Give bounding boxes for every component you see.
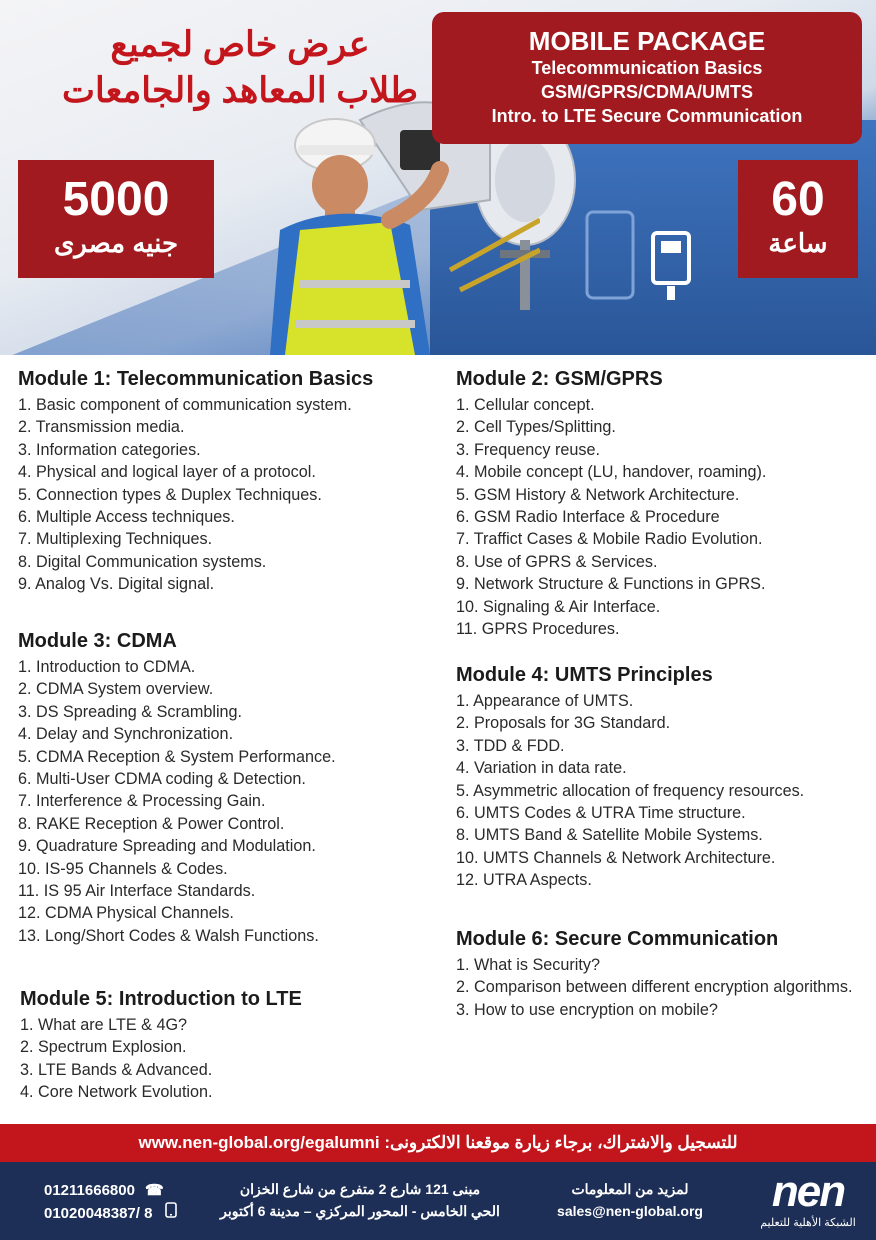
module-title: Module 2: GSM/GPRS	[456, 368, 663, 390]
package-title: MOBILE PACKAGE	[528, 26, 766, 56]
list-item: 8. UMTS Band & Satellite Mobile Systems.	[456, 826, 763, 845]
list-item: 2. Transmission media.	[18, 418, 185, 437]
package-line: Telecommunication Basics	[531, 58, 763, 78]
package-box	[432, 12, 862, 144]
module-1	[18, 366, 373, 596]
list-item: 7. Multiplexing Techniques.	[18, 530, 213, 549]
phone-number-1[interactable]: 01211666800	[44, 1182, 135, 1199]
list-item: 3. Frequency reuse.	[456, 440, 600, 459]
list-item: 1. Basic component of communication system.	[18, 396, 352, 414]
list-item: 4. Delay and Synchronization.	[18, 725, 234, 744]
list-item: 12. UTRA Aspects.	[456, 871, 592, 890]
address-line-2: الحي الخامس - المحور المركزي – مدينة 6 أكتوبر	[220, 1203, 500, 1219]
phone-number-2[interactable]: 01020048387/ 8	[44, 1204, 153, 1222]
phone-numbers	[44, 1180, 180, 1225]
module-3	[18, 628, 336, 947]
list-item: 5. CDMA Reception & System Performance.	[18, 747, 336, 766]
list-item: 3. TDD & FDD.	[456, 736, 565, 755]
list-item: 5. Connection types & Duplex Techniques.	[18, 485, 322, 504]
module-2	[456, 366, 766, 640]
info-label: لمزيد من المعلومات	[571, 1181, 689, 1197]
list-item: 4. Physical and logical layer of a protocol.	[18, 463, 316, 482]
list-item: 6. Multiple Access techniques.	[18, 508, 235, 527]
list-item: 8. Digital Communication systems.	[18, 552, 267, 571]
list-item: 9. Network Structure & Functions in GPRS.	[456, 575, 766, 594]
module-list	[18, 656, 336, 947]
price-currency: جنيه مصرى	[53, 228, 179, 258]
mobile-phone-icon	[650, 230, 692, 302]
list-item: 13. Long/Short Codes & Walsh Functions.	[18, 926, 319, 945]
list-item: 1. What are LTE & 4G?	[20, 1016, 188, 1034]
logo-subtitle: الشبكة الأهلية للتعليم	[760, 1217, 856, 1229]
contact-footer	[0, 1162, 876, 1240]
list-item: 5. Asymmetric allocation of frequency resources.	[456, 781, 805, 800]
list-item: 7. Interference & Processing Gain.	[18, 792, 266, 811]
module-list	[20, 1014, 302, 1104]
hours-value: 60	[771, 173, 825, 226]
list-item: 5. GSM History & Network Architecture.	[456, 485, 740, 504]
list-item: 11. IS 95 Air Interface Standards.	[18, 882, 256, 901]
address-line-1: مبنى 121 شارع 2 متفرع من شارع الخزان	[239, 1181, 481, 1197]
module-list	[18, 394, 373, 596]
list-item: 3. How to use encryption on mobile?	[456, 1000, 718, 1019]
list-item: 7. Traffict Cases & Mobile Radio Evolution.	[456, 530, 763, 549]
list-item: 10. IS-95 Channels & Codes.	[18, 859, 228, 878]
list-item: 8. Use of GPRS & Services.	[456, 552, 658, 571]
package-line: GSM/GPRS/CDMA/UMTS	[540, 82, 753, 102]
list-item: 6. UMTS Codes & UTRA Time structure.	[456, 804, 746, 823]
registration-url[interactable]: www.nen-global.org/egalumni	[138, 1133, 380, 1152]
list-item: 6. GSM Radio Interface & Procedure	[456, 508, 720, 527]
list-item: 10. Signaling & Air Interface.	[456, 597, 661, 616]
price-value: 5000	[62, 173, 170, 226]
nen-logo	[748, 1168, 868, 1236]
list-item: 4. Mobile concept (LU, handover, roaming).	[456, 463, 767, 482]
mobile-phone-icon	[162, 1202, 180, 1225]
list-item: 2. Spectrum Explosion.	[20, 1038, 187, 1057]
list-item: 2. Cell Types/Splitting.	[456, 418, 616, 437]
list-item: 4. Core Network Evolution.	[20, 1083, 213, 1102]
email-link[interactable]: sales@nen-global.org	[557, 1203, 703, 1219]
list-item: 3. LTE Bands & Advanced.	[20, 1060, 213, 1079]
arabic-offer-title	[60, 22, 420, 114]
list-item: 1. Cellular concept.	[456, 396, 595, 414]
module-title: Module 5: Introduction to LTE	[20, 988, 302, 1010]
list-item: 1. Appearance of UMTS.	[456, 692, 634, 710]
email-block	[530, 1178, 730, 1222]
module-title: Module 3: CDMA	[18, 630, 177, 652]
tablet-icon	[585, 210, 635, 300]
hero-banner	[0, 0, 876, 355]
module-list	[456, 690, 804, 892]
module-title: Module 1: Telecommunication Basics	[18, 368, 374, 390]
telephone-icon: ☎	[144, 1182, 164, 1199]
registration-text: للتسجيل والاشتراك، برجاء زيارة موقعنا الالكترونى:	[384, 1133, 738, 1152]
list-item: 2. CDMA System overview.	[18, 680, 214, 699]
list-item: 2. Proposals for 3G Standard.	[456, 714, 671, 733]
list-item: 10. UMTS Channels & Network Architecture.	[456, 848, 776, 867]
arabic-title-line-2: طلاب المعاهد والجامعات	[62, 71, 418, 110]
module-list	[456, 394, 766, 640]
module-list	[456, 954, 856, 1021]
module-title: Module 4: UMTS Principles	[456, 664, 713, 686]
module-6	[456, 926, 856, 1021]
list-item: 3. DS Spreading & Scrambling.	[18, 702, 243, 721]
hours-unit: ساعة	[768, 228, 828, 258]
module-4	[456, 662, 804, 892]
module-5	[20, 986, 302, 1104]
logo-word: nen	[771, 1167, 845, 1216]
package-line: Intro. to LTE Secure Communication	[491, 106, 803, 126]
list-item: 3. Information categories.	[18, 440, 201, 459]
arabic-title-line-1: عرض خاص لجميع	[110, 25, 370, 64]
address-block	[200, 1178, 520, 1222]
list-item: 8. RAKE Reception & Power Control.	[18, 814, 285, 833]
list-item: 2. Comparison between different encryption algorithms.	[456, 978, 853, 997]
list-item: 4. Variation in data rate.	[456, 759, 627, 778]
registration-banner	[0, 1124, 876, 1162]
list-item: 1. Introduction to CDMA.	[18, 658, 196, 676]
list-item: 9. Quadrature Spreading and Modulation.	[18, 837, 316, 856]
list-item: 12. CDMA Physical Channels.	[18, 904, 234, 923]
list-item: 9. Analog Vs. Digital signal.	[18, 575, 215, 594]
list-item: 11. GPRS Procedures.	[456, 620, 620, 639]
list-item: 1. What is Security?	[456, 956, 600, 974]
module-title: Module 6: Secure Communication	[456, 928, 779, 950]
list-item: 6. Multi-User CDMA coding & Detection.	[18, 770, 306, 789]
hours-box	[738, 160, 858, 278]
price-box	[18, 160, 214, 278]
